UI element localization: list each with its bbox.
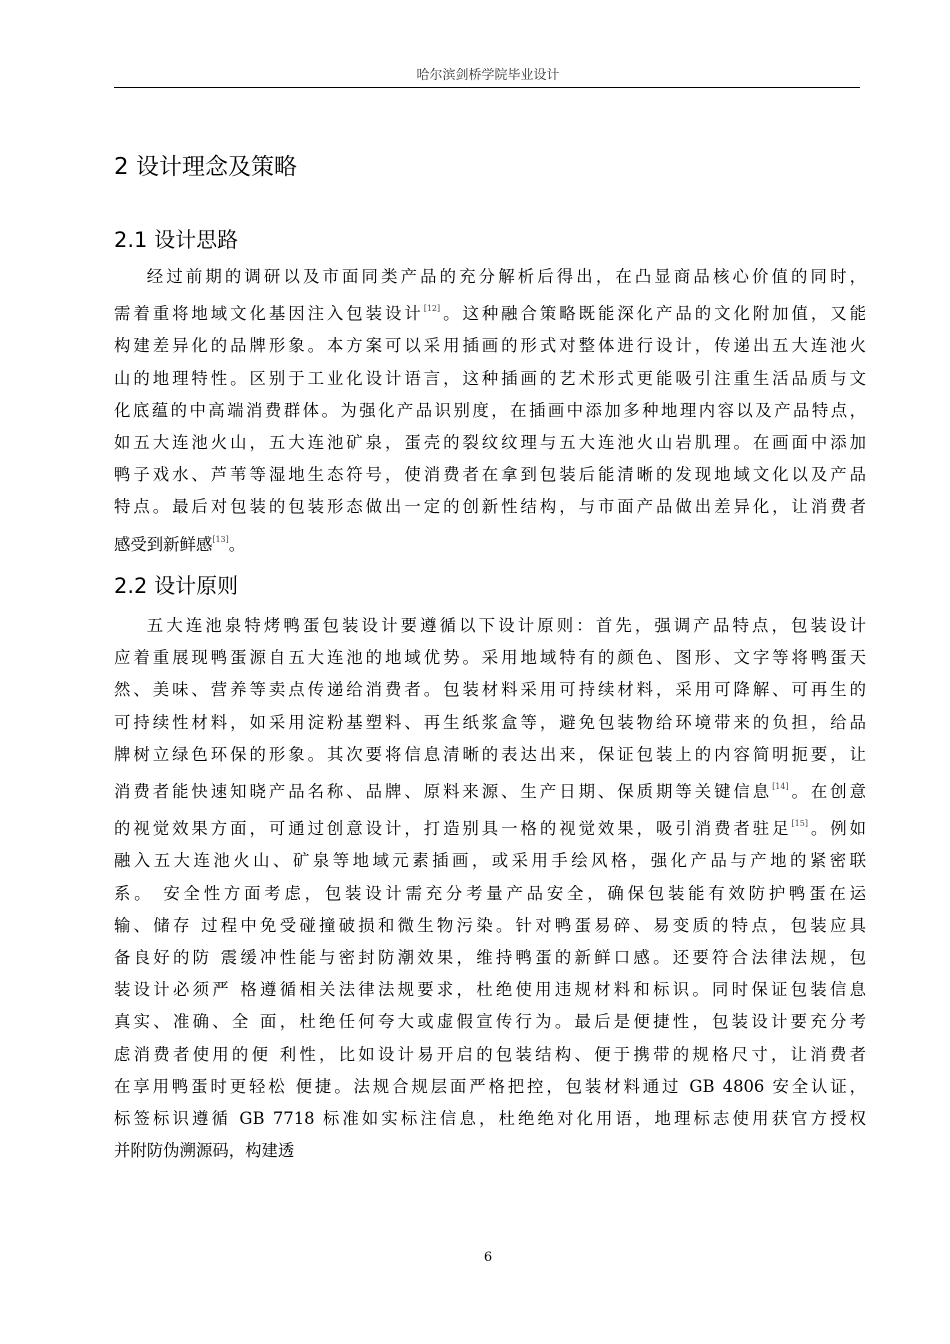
text-line: 鸭子戏水、芦苇等湿地生态符号，使消费者在拿到包装后能清晰的发现地域文化以及产品: [114, 465, 866, 485]
text-line: 应着重展现鸭蛋源自五大连池的地域优势。采用地域特有的颜色、图形、文字等将鸭蛋天: [114, 648, 866, 668]
text-line: 化底蕴的中高端消费群体。为强化产品识别度，在插画中添加多种地理内容以及产品特点，: [114, 400, 866, 420]
text-line: 如五大连池火山，五大连池矿泉，蛋壳的裂纹纹理与五大连池火山岩肌理。在画面中添加: [114, 433, 866, 453]
header-divider: [114, 87, 860, 88]
text-line: 消费者能快速知晓产品名称、品牌、原料来源、生产日期、保质期等关键信息[14]。在创意: [114, 782, 867, 802]
page-number: 6: [483, 1250, 493, 1265]
text-line: 备良好的防 震缓冲性能与密封防潮效果，维持鸭蛋的新鲜口感。还要符合法律法规，包: [114, 948, 866, 968]
text-line: 在享用鸭蛋时更轻松 便捷。法规合规层面严格把控，包装材料通过 GB 4806 安全认证，: [114, 1076, 866, 1096]
paragraph-design-principles: [114, 610, 866, 1167]
citation-ref: [12]: [423, 304, 441, 314]
text-line: 构建差异化的品牌形象。本方案可以采用插画的形式对整体进行设计，传递出五大连池火: [114, 336, 866, 356]
text-line: 并附防伪溯源码，构建透: [114, 1141, 295, 1161]
text-line: 融入五大连池火山、矿泉等地域元素插画，或采用手绘风格，强化产品与产地的紧密联: [114, 851, 866, 871]
text-line: 输、储存 过程中免受碰撞破损和微生物污染。针对鸭蛋易碎、易变质的特点，包装应具: [114, 915, 866, 935]
section-title-2-1: 2.1 设计思路: [114, 228, 239, 252]
text-line: 经过前期的调研以及市面同类产品的充分解析后得出，在凸显商品核心价值的同时，: [146, 267, 866, 286]
chapter-title: 2 设计理念及策略: [114, 154, 297, 180]
citation-ref: [15]: [791, 819, 808, 829]
text-line: 山的地理特性。区别于工业化设计语言，这种插画的艺术形式更能吸引注重生活品质与文: [114, 368, 866, 388]
text-line: 标签标识遵循 GB 7718 标准如实标注信息，杜绝绝对化用语，地理标志使用获官方授权: [114, 1109, 866, 1129]
text-line: 虑消费者使用的便 利性，比如设计易开启的包装结构、便于携带的规格尺寸，让消费者: [114, 1044, 866, 1064]
text-line: 牌树立绿色环保的形象。其次要将信息清晰的表达出来，保证包装上的内容简明扼要，让: [114, 744, 866, 764]
text-line: 装设计必须严 格遵循相关法律法规要求，杜绝使用违规材料和标识。同时保证包装信息: [114, 980, 866, 1000]
text-line: 系。 安全性方面考虑，包装设计需充分考量产品安全，确保包装能有效防护鸭蛋在运: [114, 883, 866, 903]
running-header: 哈尔滨剑桥学院毕业设计: [416, 68, 560, 83]
citation-ref: [13]: [212, 534, 229, 544]
text-line: 特点。最后对包装的包装形态做出一定的创新性结构，与市面产品做出差异化，让消费者: [114, 497, 866, 517]
text-line: 可持续性材料，如采用淀粉基塑料、再生纸浆盒等，避免包装物给环境带来的负担，给品: [114, 712, 866, 732]
paragraph-design-approach: [114, 261, 866, 561]
text-line: 需着重将地域文化基因注入包装设计[12]。这种融合策略既能深化产品的文化附加值，又能: [114, 304, 867, 324]
section-title-2-2: 2.2 设计原则: [114, 574, 239, 598]
text-line: 然、美味、营养等卖点传递给消费者。包装材料采用可持续材料，采用可降解、可再生的: [114, 680, 866, 700]
text-line: 感受到新鲜感[13]。: [114, 534, 246, 554]
text-line: 五大连池泉特烤鸭蛋包装设计要遵循以下设计原则：首先，强调产品特点，包装设计: [146, 616, 866, 635]
text-line: 真实、准确、全 面，杜绝任何夸大或虚假宣传行为。最后是便捷性，包装设计要充分考: [114, 1012, 866, 1032]
citation-ref: [14]: [772, 782, 789, 792]
text-line: 的视觉效果方面，可通过创意设计，打造别具一格的视觉效果，吸引消费者驻足[15]。例如: [114, 819, 867, 839]
